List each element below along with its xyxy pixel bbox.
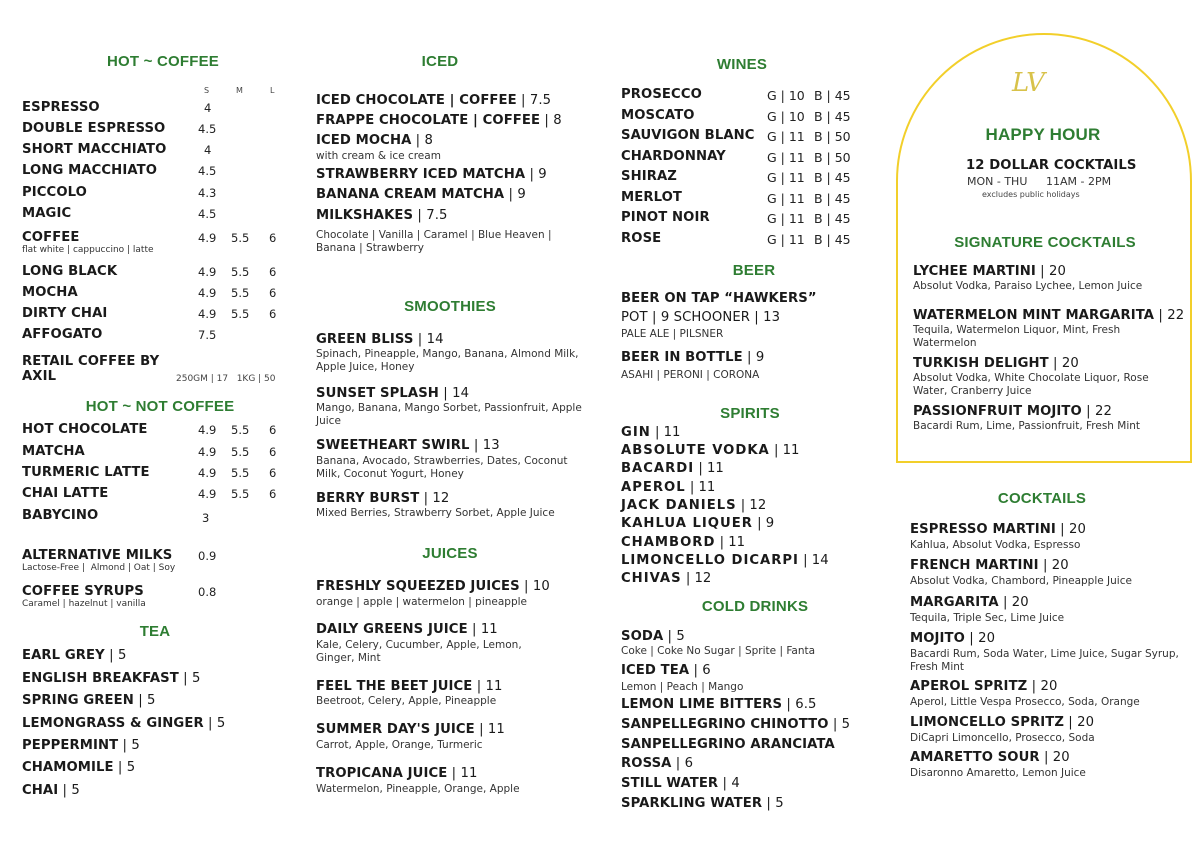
item-price: | 20 [998, 595, 1029, 610]
section-title-tea: TEA [139, 623, 171, 640]
cold-drink-item [621, 717, 850, 732]
item-name: AMARETTO SOUR [910, 750, 1040, 765]
wine-glass-price: G | 11 [767, 129, 805, 144]
menu-item-name: SHORT MACCHIATO [22, 142, 167, 157]
section-title-signature-cocktails: SIGNATURE COCKTAILS [954, 234, 1136, 251]
item-name: ESPRESSO MARTINI [910, 522, 1056, 537]
item-name: ICED MOCHA [316, 133, 412, 148]
menu-item-desc: Mango, Banana, Mango Sorbet, Passionfruit, Apple Juice [316, 402, 582, 427]
beer-on-tap-name: BEER ON TAP “HAWKERS” [621, 291, 817, 306]
menu-item-desc: Mixed Berries, Strawberry Sorbet, Apple Juice [316, 507, 555, 519]
signature-cocktail-item [913, 308, 1184, 323]
item-price: | 20 [964, 631, 996, 646]
cold-drink-item [621, 629, 685, 644]
cold-drink-item [621, 756, 693, 771]
item-name: CHIVAS [621, 571, 682, 586]
item-name: BANANA CREAM MATCHA [316, 187, 505, 202]
item-price: | 5 [104, 648, 127, 663]
item-name: DAILY GREENS JUICE [316, 622, 468, 637]
menu-item-name: MATCHA [22, 444, 85, 459]
wine-name: SAUVIGON BLANC [621, 128, 755, 143]
item-price: | 20 [1048, 356, 1079, 371]
section-title-hot-coffee: HOT ~ COFFEE [107, 53, 219, 70]
menu-item-name: DOUBLE ESPRESSO [22, 121, 166, 136]
menu-item-desc: Beetroot, Celery, Apple, Pineapple [316, 695, 497, 707]
item-name: JACK DANIELS [621, 498, 737, 513]
menu-item-desc: Disaronno Amaretto, Lemon Juice [910, 767, 1086, 779]
wine-glass-price: G | 10 [767, 88, 805, 103]
item-price: | 5 [58, 783, 80, 798]
item-name: TROPICANA JUICE [316, 766, 448, 781]
item-name: LIMONCELLO SPRITZ [910, 715, 1064, 730]
item-name: APEROL [621, 480, 686, 495]
menu-item-name: TURMERIC LATTE [22, 465, 150, 480]
spirit-item [621, 553, 829, 568]
section-title-wines: WINES [716, 56, 768, 73]
iced-item [316, 113, 562, 128]
item-name: BACARDI [621, 461, 695, 476]
menu-item-name: HOT CHOCOLATE [22, 422, 148, 437]
menu-item-desc: DiCapri Limoncello, Prosecco, Soda [910, 732, 1095, 744]
item-name: LEMON LIME BITTERS [621, 697, 783, 712]
wine-bottle-price: B | 50 [814, 129, 851, 144]
iced-item [316, 167, 547, 182]
lv-logo: LV [1012, 68, 1045, 98]
happy-hour-note: excludes public holidays [982, 190, 1080, 199]
tea-item [22, 671, 200, 686]
price-small: 4.9 [198, 466, 217, 480]
price-medium: 5.5 [231, 445, 250, 459]
cold-drink-item [621, 796, 784, 811]
price-medium: 5.5 [231, 466, 250, 480]
wine-name: MOSCATO [621, 108, 695, 123]
retail-coffee-price: 250GM | 17 1KG | 50 [176, 374, 276, 384]
item-price: | 5 [762, 796, 784, 811]
item-name: SPARKLING WATER [621, 796, 763, 811]
wine-name: PINOT NOIR [621, 210, 710, 225]
section-title-iced: ICED [421, 53, 459, 70]
juice-item [316, 622, 498, 637]
iced-item [316, 187, 526, 202]
cold-drink-item [621, 663, 711, 678]
menu-item-desc: Tequila, Watermelon Liquor, Mint, Fresh Watermelon [913, 324, 1121, 349]
item-name: EARL GREY [22, 648, 105, 663]
cocktail-item [910, 595, 1029, 610]
item-name: APEROL SPRITZ [910, 679, 1028, 694]
item-price: | 11 [650, 425, 681, 440]
section-title-cold-drinks: COLD DRINKS [701, 598, 809, 615]
item-name: TURKISH DELIGHT [913, 356, 1049, 371]
wine-name: CHARDONNAY [621, 149, 726, 164]
item-name: FRENCH MARTINI [910, 558, 1039, 573]
item-name: FEEL THE BEET JUICE [316, 679, 473, 694]
price-large: 6 [269, 466, 277, 480]
menu-item-desc: Absolut Vodka, White Chocolate Liquor, Rose Water, Cranberry Juice [913, 372, 1149, 397]
wine-glass-price: G | 11 [767, 170, 805, 185]
size-label-m: M [236, 86, 243, 95]
price-large: 6 [269, 231, 277, 245]
tea-item [22, 760, 135, 775]
juice-item [316, 766, 477, 781]
item-name: KAHLUA LIQUER [621, 516, 753, 531]
happy-hour-title: HAPPY HOUR [985, 125, 1101, 144]
iced-item [316, 208, 448, 223]
spirit-item [621, 461, 724, 476]
price-medium: 5.5 [231, 423, 250, 437]
item-name: SANPELLEGRINO ARANCIATA [621, 737, 835, 752]
price-large: 6 [269, 265, 277, 279]
item-name: LYCHEE MARTINI [913, 264, 1036, 279]
wine-name: ROSE [621, 231, 662, 246]
item-name: BEER IN BOTTLE [621, 350, 743, 365]
item-price: | 6 [671, 756, 694, 771]
wine-bottle-price: B | 45 [814, 109, 851, 124]
item-price: | 5 [828, 717, 851, 732]
tea-item [22, 738, 140, 753]
spirit-item [621, 571, 711, 586]
menu-item-desc: Absolut Vodka, Chambord, Pineapple Juice [910, 575, 1132, 587]
wine-name: MERLOT [621, 190, 683, 205]
item-name: STILL WATER [621, 776, 719, 791]
item-name: ROSSA [621, 756, 672, 771]
item-name: ICED CHOCOLATE | COFFEE [316, 93, 517, 108]
item-name: ABSOLUTE VODKA [621, 443, 770, 458]
item-price: | 20 [1035, 264, 1066, 279]
menu-item-desc: Banana, Avocado, Strawberries, Dates, Coconut Milk, Coconut Yogurt, Honey [316, 455, 568, 480]
spirit-item [621, 443, 799, 458]
spirit-item [621, 480, 715, 495]
item-name: ENGLISH BREAKFAST [22, 671, 179, 686]
item-price: | 12 [681, 571, 712, 586]
cold-drink-item [621, 737, 835, 752]
beer-bottle-desc: ASAHI | PERONI | CORONA [621, 369, 760, 381]
smoothie-item [316, 491, 449, 506]
happy-hour-time: 11AM - 2PM [1046, 175, 1112, 188]
cocktail-item [910, 631, 995, 646]
item-price: | 14 [438, 386, 470, 401]
price-medium: 5.5 [231, 307, 250, 321]
section-title-spirits: SPIRITS [720, 405, 780, 422]
item-price: | 5 [118, 738, 140, 753]
price-small: 4.5 [198, 207, 217, 221]
price-large: 6 [269, 307, 277, 321]
item-name: CHAI [22, 783, 59, 798]
menu-item-desc: Caramel | hazelnut | vanilla [22, 599, 146, 609]
cocktail-item [910, 715, 1094, 730]
price-small: 4.9 [198, 307, 217, 321]
section-title-cocktails: COCKTAILS [997, 490, 1087, 507]
wine-glass-price: G | 10 [767, 109, 805, 124]
item-name: SODA [621, 629, 664, 644]
spirit-item [621, 516, 774, 531]
price-medium: 5.5 [231, 265, 250, 279]
iced-item [316, 133, 433, 148]
cold-drink-item [621, 697, 817, 712]
menu-item-name: ALTERNATIVE MILKS [22, 548, 173, 563]
item-price: | 5 [178, 671, 201, 686]
retail-coffee-name-line2: AXIL [22, 369, 57, 384]
menu-item-desc: flat white | cappuccino | latte [22, 245, 154, 255]
wine-glass-price: G | 11 [767, 191, 805, 206]
signature-cocktail-item [913, 404, 1112, 419]
item-price: | 5 [663, 629, 685, 644]
cocktail-item [910, 679, 1057, 694]
item-price: | 10 [519, 579, 550, 594]
cocktail-item [910, 558, 1069, 573]
section-title-smoothies: SMOOTHIES [404, 298, 496, 315]
cocktail-item [910, 750, 1070, 765]
item-name: SPRING GREEN [22, 693, 134, 708]
menu-item-name: PICCOLO [22, 185, 87, 200]
cold-drink-item [621, 776, 740, 791]
menu-item-name: ESPRESSO [22, 100, 100, 115]
item-name: MARGARITA [910, 595, 999, 610]
item-price: | 5 [203, 716, 226, 731]
item-price: | 12 [419, 491, 450, 506]
signature-cocktail-item [913, 356, 1079, 371]
item-name: LIMONCELLO DICARPI [621, 553, 799, 568]
item-name: SUMMER DAY'S JUICE [316, 722, 475, 737]
menu-item-desc: Kale, Celery, Cucumber, Apple, Lemon, Ginger, Mint [316, 639, 522, 664]
item-price: | 6 [689, 663, 711, 678]
menu-item-name: BABYCINO [22, 508, 99, 523]
item-price: | 13 [469, 438, 500, 453]
item-name: FRAPPE CHOCOLATE | COFFEE [316, 113, 541, 128]
menu-item-name: COFFEE SYRUPS [22, 584, 144, 599]
menu-item-desc: Spinach, Pineapple, Mango, Banana, Almond Milk, Apple Juice, Honey [316, 348, 579, 373]
item-name: SANPELLEGRINO CHINOTTO [621, 717, 829, 732]
price-small: 4.9 [198, 445, 217, 459]
wine-glass-price: G | 11 [767, 232, 805, 247]
menu-item-desc: Watermelon, Pineapple, Orange, Apple [316, 783, 520, 795]
item-name: SWEETHEART SWIRL [316, 438, 470, 453]
spirit-item [621, 425, 680, 440]
item-price: | 11 [769, 443, 800, 458]
item-name: PEPPERMINT [22, 738, 119, 753]
price-small: 4.9 [198, 487, 217, 501]
price-large: 6 [269, 286, 277, 300]
item-name: CHAMBORD [621, 535, 716, 550]
menu-item-desc: orange | apple | watermelon | pineapple [316, 596, 527, 608]
item-price: | 9 [504, 187, 526, 202]
item-price: | 7.5 [413, 208, 448, 223]
menu-item-desc: Lemon | Peach | Mango [621, 681, 744, 693]
beer-on-tap-desc: PALE ALE | PILSNER [621, 328, 724, 340]
size-label-s: S [204, 86, 210, 95]
item-price: | 9 [752, 516, 775, 531]
price-large: 6 [269, 487, 277, 501]
wine-glass-price: G | 11 [767, 150, 805, 165]
signature-cocktail-item [913, 264, 1066, 279]
menu-item-name: MAGIC [22, 206, 72, 221]
item-name: PASSIONFRUIT MOJITO [913, 404, 1082, 419]
menu-item-name: LONG BLACK [22, 264, 118, 279]
wine-glass-price: G | 11 [767, 211, 805, 226]
item-price: | 11 [467, 622, 498, 637]
smoothie-item [316, 332, 444, 347]
item-name: STRAWBERRY ICED MATCHA [316, 167, 526, 182]
wine-bottle-price: B | 45 [814, 191, 851, 206]
price-medium: 5.5 [231, 487, 250, 501]
menu-item-name: CHAI LATTE [22, 486, 109, 501]
beer-bottle-item [621, 350, 764, 365]
juice-item [316, 679, 503, 694]
beer-on-tap-sizes: POT | 9 SCHOONER | 13 [621, 310, 781, 325]
item-price: | 11 [685, 480, 716, 495]
item-price: | 12 [736, 498, 767, 513]
menu-item-desc: Bacardi Rum, Lime, Passionfruit, Fresh Mint [913, 420, 1141, 432]
section-title-hot-not-coffee: HOT ~ NOT COFFEE [85, 398, 235, 415]
item-price: | 11 [694, 461, 724, 476]
item-price: | 20 [1027, 679, 1058, 694]
menu-item-name: COFFEE [22, 230, 80, 245]
price-small: 3 [202, 511, 210, 525]
menu-item-desc: Carrot, Apple, Orange, Turmeric [316, 739, 483, 751]
item-price: | 6.5 [782, 697, 817, 712]
menu-item-desc: with cream & ice cream [316, 150, 441, 162]
price-small: 4.5 [198, 122, 217, 136]
item-price: | 11 [715, 535, 746, 550]
wine-bottle-price: B | 45 [814, 88, 851, 103]
item-price: | 4 [718, 776, 740, 791]
price-medium: 5.5 [231, 231, 250, 245]
item-price: | 5 [133, 693, 156, 708]
spirit-item [621, 498, 766, 513]
item-name: GIN [621, 425, 651, 440]
item-name: MOJITO [910, 631, 965, 646]
item-price: | 5 [113, 760, 136, 775]
menu-item-desc: Coke | Coke No Sugar | Sprite | Fanta [621, 645, 816, 657]
cocktail-item [910, 522, 1086, 537]
item-price: | 11 [447, 766, 478, 781]
price-small: 4.9 [198, 231, 217, 245]
price: 0.9 [198, 549, 217, 563]
menu-item-desc: Tequila, Triple Sec, Lime Juice [910, 612, 1065, 624]
section-title-juices: JUICES [422, 545, 478, 562]
wine-name: PROSECCO [621, 87, 702, 102]
wine-bottle-price: B | 45 [814, 211, 851, 226]
spirit-item [621, 535, 745, 550]
wine-bottle-price: B | 45 [814, 232, 851, 247]
menu-item-desc: Lactose-Free | Almond | Oat | Soy [22, 563, 176, 573]
juice-item [316, 579, 550, 594]
price-small: 4.3 [198, 186, 217, 200]
tea-item [22, 783, 80, 798]
price-small: 4.9 [198, 265, 217, 279]
menu-item-desc: Absolut Vodka, Paraiso Lychee, Lemon Juice [913, 280, 1143, 292]
retail-coffee-name: RETAIL COFFEE BY [22, 354, 160, 369]
menu-item-desc: Kahlua, Absolut Vodka, Espresso [910, 539, 1081, 551]
price-large: 6 [269, 423, 277, 437]
item-price: | 14 [798, 553, 829, 568]
price-small: 7.5 [198, 328, 217, 342]
item-name: GREEN BLISS [316, 332, 414, 347]
price: 0.8 [198, 585, 217, 599]
item-price: | 11 [472, 679, 503, 694]
wine-bottle-price: B | 50 [814, 150, 851, 165]
section-title-beer: BEER [732, 262, 776, 279]
item-price: | 20 [1039, 750, 1070, 765]
item-price: | 22 [1154, 308, 1185, 323]
item-price: | 14 [413, 332, 444, 347]
price-small: 4.9 [198, 423, 217, 437]
menu-item-desc: Aperol, Little Vespa Prosecco, Soda, Orange [910, 696, 1140, 708]
item-price: | 8 [411, 133, 434, 148]
menu-item-name: DIRTY CHAI [22, 306, 108, 321]
happy-hour-deal: 12 DOLLAR COCKTAILS [966, 158, 1137, 173]
item-price: | 9 [525, 167, 547, 182]
size-label-l: L [270, 86, 275, 95]
happy-hour-days: MON - THU [967, 175, 1028, 188]
smoothie-item [316, 438, 500, 453]
item-price: | 20 [1055, 522, 1086, 537]
menu-item-name: AFFOGATO [22, 327, 103, 342]
item-price: | 22 [1081, 404, 1112, 419]
wine-name: SHIRAZ [621, 169, 677, 184]
item-name: FRESHLY SQUEEZED JUICES [316, 579, 520, 594]
item-name: ICED TEA [621, 663, 690, 678]
menu-item-desc: Chocolate | Vanilla | Caramel | Blue Heaven | Banana | Strawberry [316, 229, 552, 254]
item-name: LEMONGRASS & GINGER [22, 716, 204, 731]
item-name: MILKSHAKES [316, 208, 414, 223]
price-small: 4.5 [198, 164, 217, 178]
smoothie-item [316, 386, 469, 401]
price-small: 4 [204, 101, 212, 115]
menu-item-desc: Bacardi Rum, Soda Water, Lime Juice, Sugar Syrup, Fresh Mint [910, 648, 1179, 673]
item-price: | 8 [540, 113, 562, 128]
menu-item-name: LONG MACCHIATO [22, 163, 158, 178]
tea-item [22, 648, 126, 663]
wine-bottle-price: B | 45 [814, 170, 851, 185]
menu-item-name: MOCHA [22, 285, 78, 300]
item-price: | 20 [1038, 558, 1069, 573]
tea-item [22, 716, 225, 731]
item-name: WATERMELON MINT MARGARITA [913, 308, 1155, 323]
price-medium: 5.5 [231, 286, 250, 300]
item-name: BERRY BURST [316, 491, 420, 506]
price-small: 4 [204, 143, 212, 157]
price-small: 4.9 [198, 286, 217, 300]
iced-item [316, 93, 551, 108]
tea-item [22, 693, 156, 708]
item-name: CHAMOMILE [22, 760, 114, 775]
item-price: | 20 [1064, 715, 1095, 730]
item-price: | 9 [742, 350, 765, 365]
item-price: | 7.5 [516, 93, 552, 108]
item-price: | 11 [474, 722, 505, 737]
price-large: 6 [269, 445, 277, 459]
juice-item [316, 722, 505, 737]
item-name: SUNSET SPLASH [316, 386, 439, 401]
